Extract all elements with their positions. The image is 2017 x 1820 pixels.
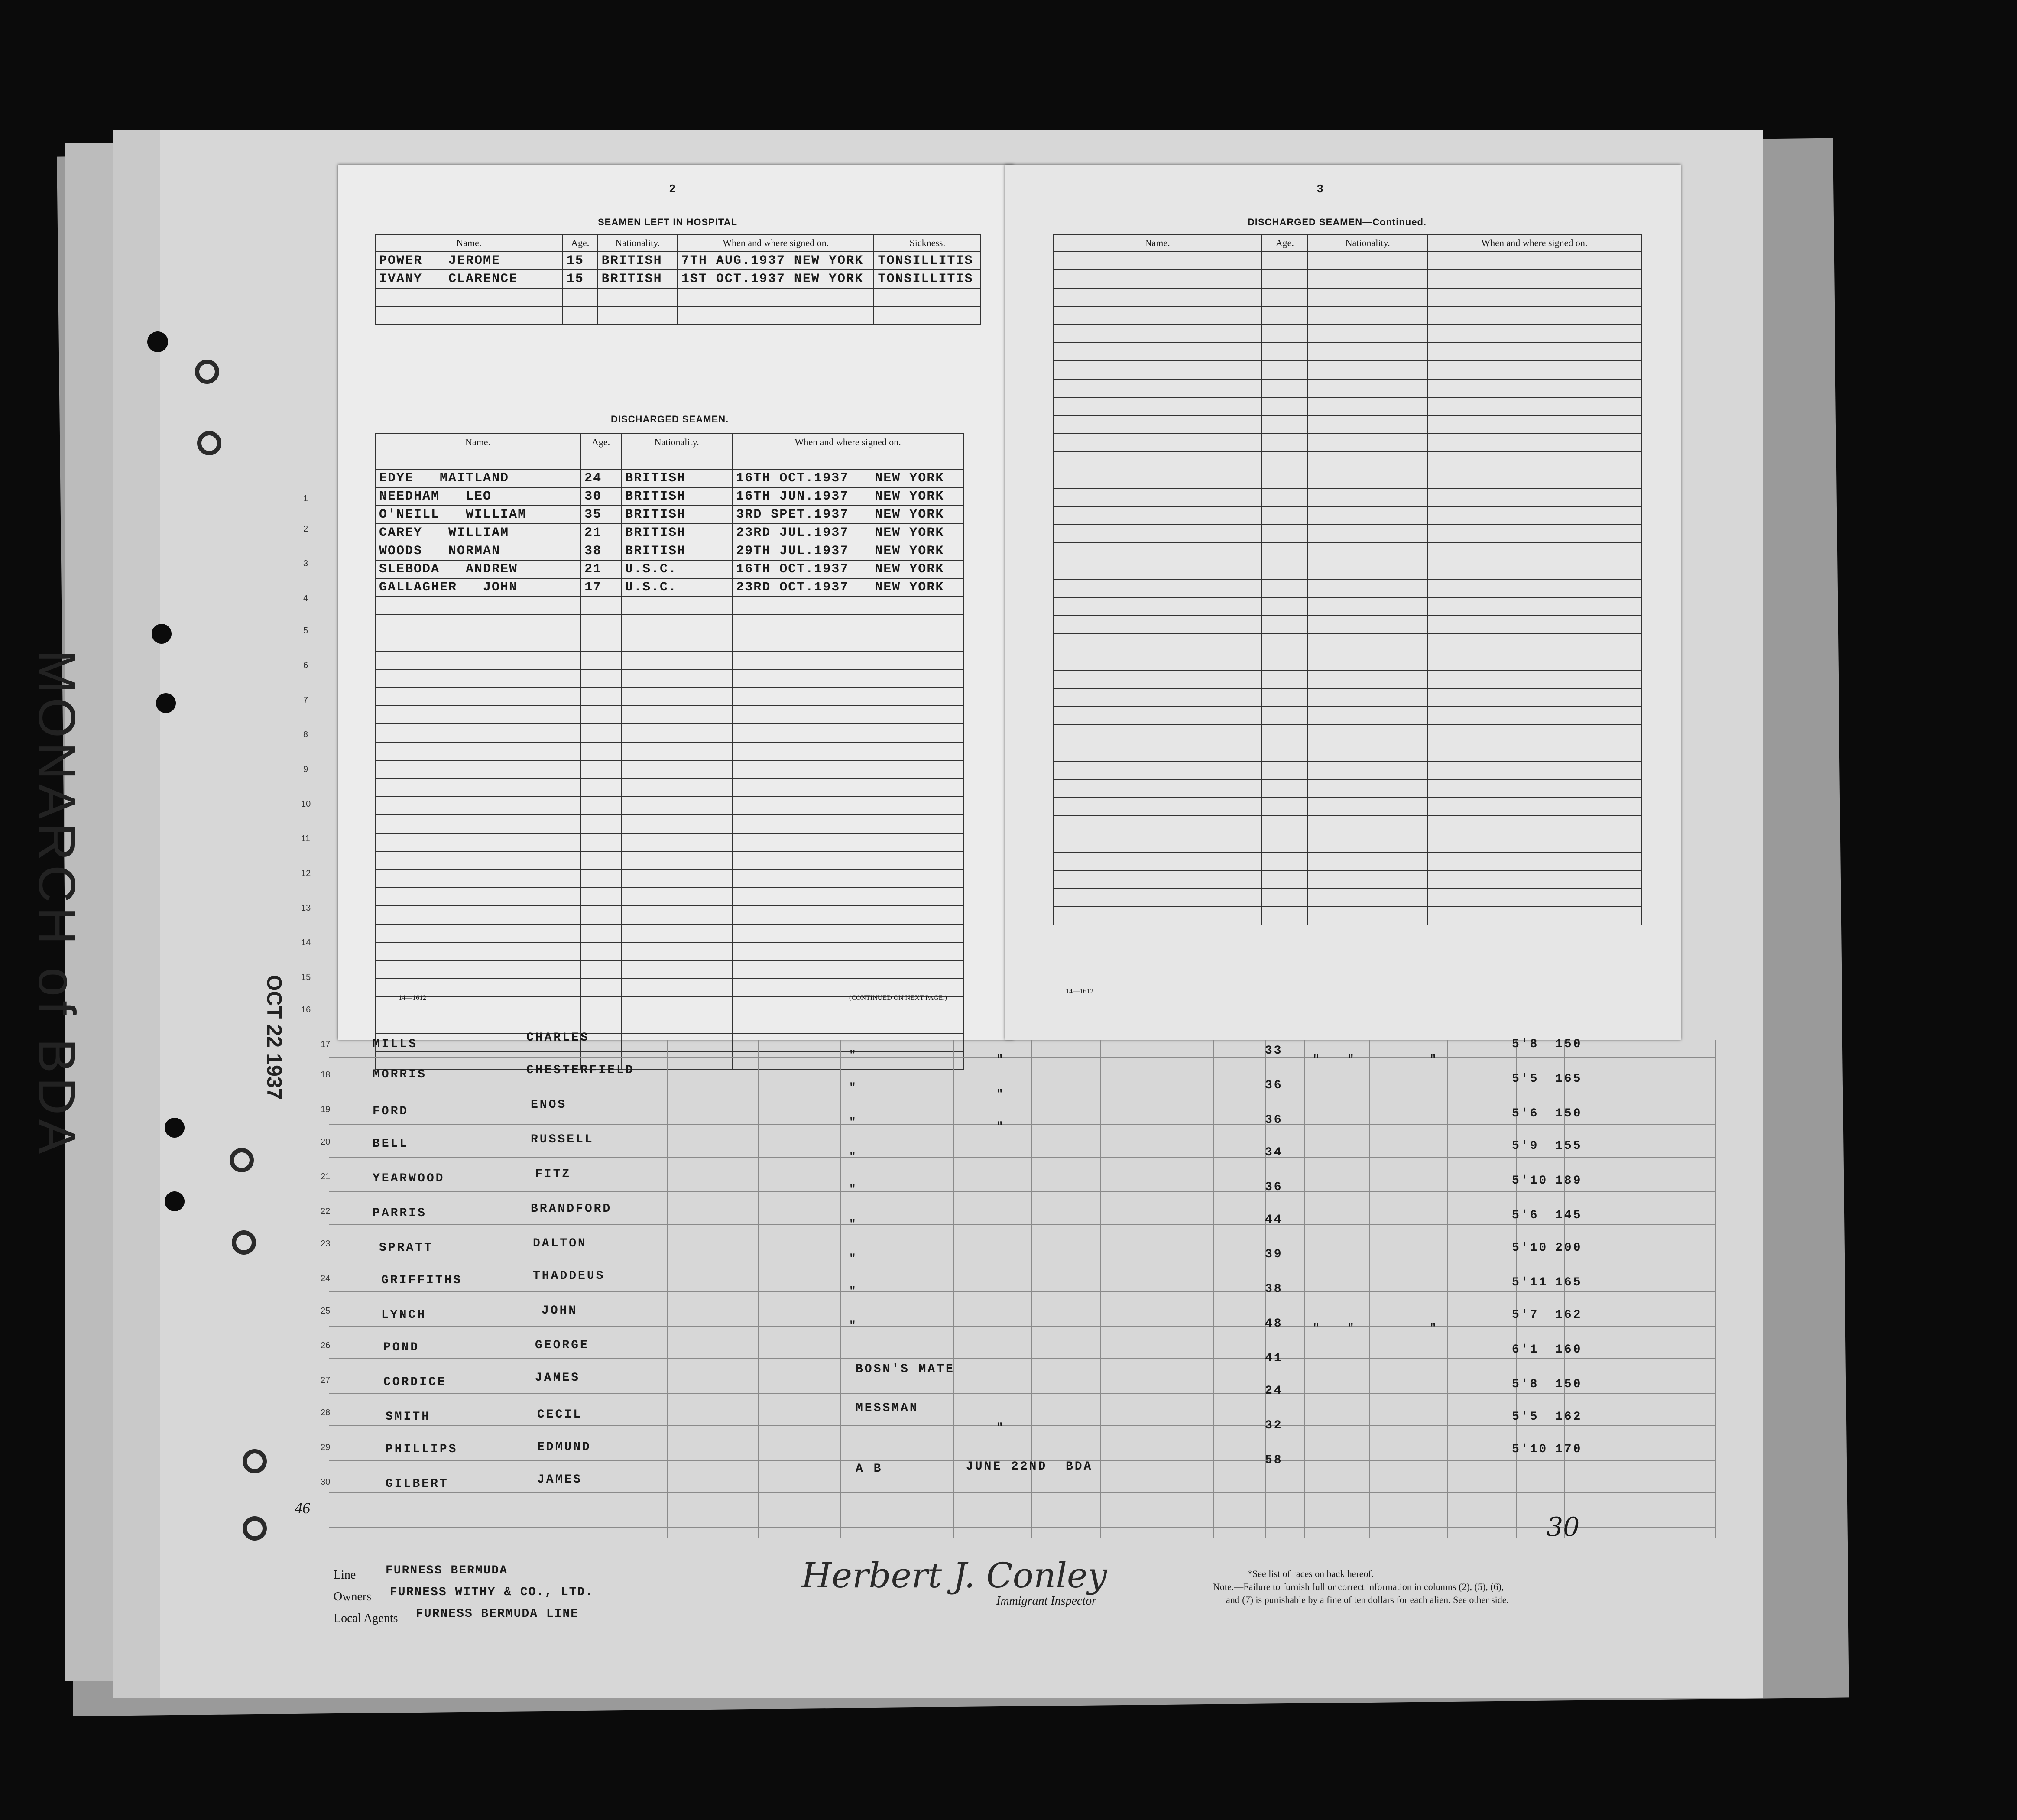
signed-on-date: 16TH OCT.1937 xyxy=(736,471,849,486)
ditto-mark: " xyxy=(996,1087,1003,1100)
weight: 162 xyxy=(1555,1410,1582,1424)
given-name: CHARLES xyxy=(526,1031,590,1045)
signed-on-date: 29TH JUL.1937 xyxy=(736,544,849,558)
ditto-mark: " xyxy=(849,1319,856,1332)
grid-line xyxy=(840,1040,841,1538)
nationality: BRITISH xyxy=(621,487,732,506)
weight: 145 xyxy=(1555,1209,1582,1222)
ditto-mark: " xyxy=(1347,1321,1354,1334)
surname: CORDICE xyxy=(383,1376,447,1389)
given-name: RUSSELL xyxy=(531,1133,594,1146)
given-name: JAMES xyxy=(537,1473,583,1486)
discharged-section-title: DISCHARGED SEAMEN. xyxy=(611,414,729,425)
given-name: MAITLAND xyxy=(440,471,509,486)
grid-line xyxy=(329,1425,1715,1426)
nationality: BRITISH xyxy=(621,524,732,542)
given-name: CECIL xyxy=(537,1408,583,1421)
nationality: BRITISH xyxy=(621,506,732,524)
ditto-mark: " xyxy=(1313,1321,1320,1334)
nationality: U.S.C. xyxy=(621,560,732,578)
row-number: 13 xyxy=(301,903,311,913)
sickness: TONSILLITIS xyxy=(874,252,981,270)
received-date-stamp: OCT 22 1937 xyxy=(263,975,285,1100)
row-number: 3 xyxy=(303,559,308,568)
form-number: 14—1612 xyxy=(399,994,426,1002)
row-number: 16 xyxy=(301,1005,311,1015)
grid-line xyxy=(329,1124,1715,1125)
ditto-mark: " xyxy=(849,1252,856,1265)
row-number: 25 xyxy=(321,1306,331,1316)
age: 15 xyxy=(563,252,598,270)
binder-hole xyxy=(197,431,221,455)
row-number: 14 xyxy=(301,938,311,947)
ditto-mark: " xyxy=(849,1081,856,1094)
signed-on-place: NEW YORK xyxy=(875,471,944,486)
grid-line xyxy=(1369,1040,1370,1538)
signed-on: 7TH AUG.1937 NEW YORK xyxy=(678,252,874,270)
ditto-mark: " xyxy=(996,1053,1003,1066)
grid-line xyxy=(329,1326,1715,1327)
age: 36 xyxy=(1265,1079,1283,1092)
table-row xyxy=(375,487,963,506)
surname: PHILLIPS xyxy=(386,1443,458,1456)
row-number: 6 xyxy=(303,661,308,670)
footer-owners-value: FURNESS WITHY & CO., LTD. xyxy=(390,1586,594,1599)
form-number: 14—1612 xyxy=(1066,988,1093,995)
surname: MILLS xyxy=(373,1038,418,1051)
surname: O'NEILL xyxy=(379,507,440,522)
age: 17 xyxy=(580,578,621,597)
signed-on-place: NEW YORK xyxy=(875,562,944,577)
given-name: CLARENCE xyxy=(448,272,518,286)
signed-on-date: 23RD JUL.1937 xyxy=(736,526,849,540)
weight: 150 xyxy=(1555,1378,1582,1391)
col-header: Name. xyxy=(375,434,580,451)
signed-on-place: BDA xyxy=(1066,1460,1093,1473)
table-row xyxy=(375,578,963,597)
height: 5'6 xyxy=(1512,1209,1539,1222)
footer-line-label: Line xyxy=(334,1568,356,1582)
row-number: 19 xyxy=(321,1105,331,1114)
row-number: 2 xyxy=(303,524,308,534)
col-header: Name. xyxy=(375,234,563,252)
table-row xyxy=(375,469,963,487)
given-name: ENOS xyxy=(531,1098,567,1112)
footer-agents-value: FURNESS BERMUDA LINE xyxy=(416,1607,579,1621)
handwritten-total: 30 xyxy=(1547,1512,1580,1542)
sickness: TONSILLITIS xyxy=(874,270,981,288)
age: 34 xyxy=(1265,1146,1283,1159)
age: 39 xyxy=(1265,1248,1283,1261)
grid-line xyxy=(329,1291,1715,1292)
row-number: 28 xyxy=(321,1408,331,1418)
col-header: Age. xyxy=(1261,234,1308,252)
binder-hole xyxy=(165,1118,185,1138)
height: 5'10 xyxy=(1512,1174,1548,1187)
surname: IVANY xyxy=(379,272,423,286)
given-name: ANDREW xyxy=(466,562,518,577)
right-overlay-sheet xyxy=(1005,165,1681,1040)
table-row xyxy=(375,270,981,288)
given-name: FITZ xyxy=(535,1168,571,1181)
row-number: 5 xyxy=(303,626,308,636)
given-name: JOHN xyxy=(483,580,518,595)
weight: 155 xyxy=(1555,1139,1582,1153)
grid-line xyxy=(758,1040,759,1538)
col-header: Sickness. xyxy=(874,234,981,252)
ditto-mark: " xyxy=(1430,1321,1437,1334)
margin-note: 46 xyxy=(295,1499,310,1517)
given-name: WILLIAM xyxy=(466,507,527,522)
age: 58 xyxy=(1265,1453,1283,1467)
col-header: When and where signed on. xyxy=(1427,234,1641,252)
rating: BOSN'S MATE xyxy=(856,1363,955,1376)
given-name: JEROME xyxy=(448,253,501,268)
signed-on-date: JUNE 22ND xyxy=(966,1460,1047,1473)
age: 30 xyxy=(580,487,621,506)
row-number: 22 xyxy=(321,1207,331,1216)
col-header: Nationality. xyxy=(598,234,678,252)
age: 21 xyxy=(580,524,621,542)
discharged-continued-table xyxy=(1053,234,1642,925)
age: 35 xyxy=(580,506,621,524)
ditto-mark: " xyxy=(1313,1053,1320,1066)
grid-line xyxy=(1213,1040,1214,1538)
row-number: 8 xyxy=(303,730,308,740)
ditto-mark: " xyxy=(849,1150,856,1163)
row-number: 23 xyxy=(321,1239,331,1249)
signed-on-place: NEW YORK xyxy=(875,489,944,504)
ship-name-handwritten: MONARCH of BDA xyxy=(28,650,86,1158)
nationality: BRITISH xyxy=(598,270,678,288)
grid-line xyxy=(329,1393,1715,1394)
ditto-mark: " xyxy=(849,1183,856,1196)
surname: GRIFFITHS xyxy=(381,1274,463,1287)
col-header: When and where signed on. xyxy=(732,434,963,451)
col-header: Nationality. xyxy=(621,434,732,451)
surname: CAREY xyxy=(379,526,423,540)
weight: 165 xyxy=(1555,1072,1582,1086)
given-name: DALTON xyxy=(533,1237,587,1250)
ditto-mark: " xyxy=(849,1048,856,1061)
row-number: 10 xyxy=(301,799,311,809)
surname: NEEDHAM xyxy=(379,489,440,504)
given-name: GEORGE xyxy=(535,1339,589,1352)
given-name: BRANDFORD xyxy=(531,1202,612,1216)
binder-hole xyxy=(230,1148,254,1172)
nationality: U.S.C. xyxy=(621,578,732,597)
binder-hole xyxy=(243,1449,267,1473)
given-name: NORMAN xyxy=(448,544,501,558)
ditto-mark: " xyxy=(1430,1053,1437,1066)
row-number: 24 xyxy=(321,1274,331,1283)
surname: POWER xyxy=(379,253,423,268)
hospital-table xyxy=(375,234,981,325)
height: 5'5 xyxy=(1512,1410,1539,1424)
given-name: THADDEUS xyxy=(533,1269,605,1283)
row-number: 21 xyxy=(321,1172,331,1181)
page-number: 2 xyxy=(669,182,676,195)
surname: BELL xyxy=(373,1137,409,1151)
weight: 189 xyxy=(1555,1174,1582,1187)
grid-line xyxy=(1447,1040,1448,1538)
age: 24 xyxy=(1265,1384,1283,1398)
given-name: EDMUND xyxy=(537,1440,591,1454)
page-number: 3 xyxy=(1317,182,1324,195)
footnote-races: *See list of races on back hereof. xyxy=(1248,1568,1374,1579)
grid-line xyxy=(329,1191,1715,1192)
surname: FORD xyxy=(373,1105,409,1118)
row-number: 1 xyxy=(303,494,308,503)
weight: 150 xyxy=(1555,1107,1582,1120)
row-number: 27 xyxy=(321,1376,331,1385)
grid-line xyxy=(1100,1040,1101,1538)
surname: GALLAGHER xyxy=(379,580,457,595)
age: 36 xyxy=(1265,1113,1283,1127)
footer-agents-label: Local Agents xyxy=(334,1612,398,1625)
given-name: LEO xyxy=(466,489,492,504)
weight: 170 xyxy=(1555,1443,1582,1456)
row-number: 20 xyxy=(321,1137,331,1147)
surname: POND xyxy=(383,1341,420,1354)
given-name: JOHN xyxy=(542,1304,578,1317)
footnote-fine: Note.—Failure to furnish full or correct information in columns (2), (5), (6), xyxy=(1213,1581,1504,1592)
table-row xyxy=(375,252,981,270)
row-number: 30 xyxy=(321,1477,331,1487)
grid-line xyxy=(329,1358,1715,1359)
row-number: 17 xyxy=(321,1040,331,1049)
inspector-label: Immigrant Inspector xyxy=(996,1594,1096,1608)
given-name: WILLIAM xyxy=(448,526,509,540)
table-row xyxy=(375,524,963,542)
surname: SLEBODA xyxy=(379,562,440,577)
given-name: CHESTERFIELD xyxy=(526,1064,635,1077)
surname: PARRIS xyxy=(373,1207,427,1220)
col-header: Nationality. xyxy=(1308,234,1427,252)
binder-hole xyxy=(232,1230,256,1255)
signed-on: 1ST OCT.1937 NEW YORK xyxy=(678,270,874,288)
rating: A B xyxy=(856,1462,883,1476)
inspector-signature xyxy=(801,1555,1107,1596)
surname: SMITH xyxy=(386,1410,431,1424)
age: 24 xyxy=(580,469,621,487)
surname: LYNCH xyxy=(381,1308,427,1322)
signed-on-place: NEW YORK xyxy=(875,507,944,522)
col-header: When and where signed on. xyxy=(678,234,874,252)
surname: MORRIS xyxy=(373,1068,427,1081)
signed-on-place: NEW YORK xyxy=(875,580,944,595)
signed-on-place: NEW YORK xyxy=(875,544,944,558)
height: 5'10 xyxy=(1512,1241,1548,1255)
signed-on-date: 3RD SPET.1937 xyxy=(736,507,849,522)
grid-line xyxy=(329,1057,1715,1058)
nationality: BRITISH xyxy=(598,252,678,270)
signed-on-place: NEW YORK xyxy=(875,526,944,540)
age: 38 xyxy=(580,542,621,560)
surname: YEARWOOD xyxy=(373,1172,445,1185)
row-number: 26 xyxy=(321,1341,331,1350)
right-section-title: DISCHARGED SEAMEN—Continued. xyxy=(1248,217,1427,227)
footer-line-value: FURNESS BERMUDA xyxy=(386,1564,508,1577)
height: 5'8 xyxy=(1512,1378,1539,1391)
surname: SPRATT xyxy=(379,1241,433,1255)
ditto-mark: " xyxy=(996,1120,1003,1133)
height: 5'9 xyxy=(1512,1139,1539,1153)
signed-on-date: 16TH OCT.1937 xyxy=(736,562,849,577)
binder-hole xyxy=(243,1516,267,1541)
signed-on-date: 23RD OCT.1937 xyxy=(736,580,849,595)
grid-line xyxy=(1304,1040,1305,1538)
age: 38 xyxy=(1265,1282,1283,1296)
row-number: 15 xyxy=(301,973,311,982)
height: 5'11 xyxy=(1512,1276,1548,1289)
grid-line xyxy=(667,1040,668,1538)
rating: MESSMAN xyxy=(856,1401,919,1415)
weight: 165 xyxy=(1555,1276,1582,1289)
signed-on-date: 16TH JUN.1937 xyxy=(736,489,849,504)
height: 5'10 xyxy=(1512,1443,1548,1456)
row-number: 29 xyxy=(321,1443,331,1452)
weight: 162 xyxy=(1555,1308,1582,1322)
age: 44 xyxy=(1265,1213,1283,1226)
table-row xyxy=(375,542,963,560)
footnote-fine-cont: and (7) is punishable by a fine of ten dollars for each alien. See other side. xyxy=(1226,1594,1509,1605)
col-header: Name. xyxy=(1053,234,1261,252)
discharged-table xyxy=(375,433,964,1070)
age: 21 xyxy=(580,560,621,578)
age: 32 xyxy=(1265,1419,1283,1432)
age: 48 xyxy=(1265,1317,1283,1330)
binder-hole xyxy=(195,360,219,384)
height: 5'6 xyxy=(1512,1107,1539,1120)
signature-text: Herbert J. Conley xyxy=(801,1555,1107,1596)
ditto-mark: " xyxy=(1347,1053,1354,1066)
nationality: BRITISH xyxy=(621,542,732,560)
weight: 150 xyxy=(1555,1038,1582,1051)
row-number: 11 xyxy=(301,834,310,843)
continued-note: (CONTINUED ON NEXT PAGE.) xyxy=(849,994,947,1002)
grid-line xyxy=(953,1040,954,1538)
table-row xyxy=(375,506,963,524)
col-header: Age. xyxy=(563,234,598,252)
ditto-mark: " xyxy=(849,1217,856,1230)
grid-line xyxy=(329,1224,1715,1225)
surname: EDYE xyxy=(379,471,414,486)
grid-line xyxy=(329,1157,1715,1158)
surname: GILBERT xyxy=(386,1477,449,1491)
grid-line xyxy=(329,1492,1715,1493)
table-row xyxy=(375,560,963,578)
height: 6'1 xyxy=(1512,1343,1539,1356)
age: 33 xyxy=(1265,1044,1283,1058)
given-name: JAMES xyxy=(535,1371,580,1385)
height: 5'5 xyxy=(1512,1072,1539,1086)
age: 36 xyxy=(1265,1181,1283,1194)
footer-owners-label: Owners xyxy=(334,1590,372,1603)
hospital-section-title: SEAMEN LEFT IN HOSPITAL xyxy=(598,217,738,227)
weight: 160 xyxy=(1555,1343,1582,1356)
row-number: 4 xyxy=(303,594,308,603)
binder-hole xyxy=(165,1191,185,1211)
grid-line xyxy=(1715,1040,1716,1538)
weight: 200 xyxy=(1555,1241,1582,1255)
row-number: 12 xyxy=(301,869,311,878)
ditto-mark: " xyxy=(849,1285,856,1298)
left-overlay-sheet xyxy=(338,165,1014,1040)
nationality: BRITISH xyxy=(621,469,732,487)
binder-hole xyxy=(156,693,176,713)
height: 5'7 xyxy=(1512,1308,1539,1322)
grid-line xyxy=(329,1527,1715,1528)
age: 41 xyxy=(1265,1352,1283,1365)
height: 5'8 xyxy=(1512,1038,1539,1051)
row-number: 18 xyxy=(321,1070,331,1080)
age: 15 xyxy=(563,270,598,288)
binder-hole xyxy=(152,624,172,644)
row-number: 9 xyxy=(303,765,308,774)
ditto-mark: " xyxy=(996,1421,1003,1434)
surname: WOODS xyxy=(379,544,423,558)
ditto-mark: " xyxy=(849,1116,856,1129)
row-number: 7 xyxy=(303,695,308,705)
col-header: Age. xyxy=(580,434,621,451)
binder-hole xyxy=(147,331,168,352)
